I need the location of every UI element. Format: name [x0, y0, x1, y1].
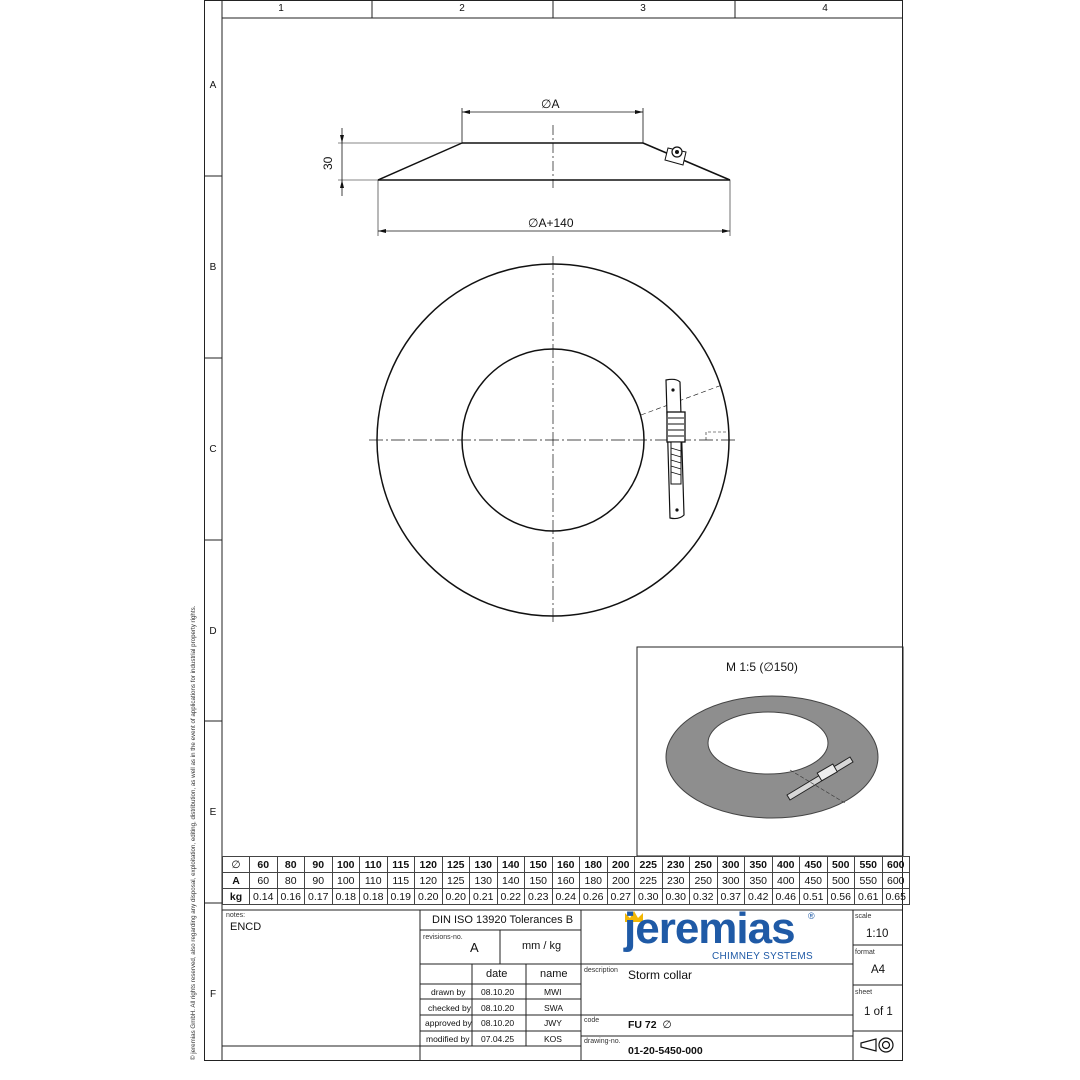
table-cell: 0.27: [607, 889, 635, 905]
table-cell: 0.42: [745, 889, 773, 905]
table-cell: 100: [332, 857, 360, 873]
table-cell: 125: [442, 873, 470, 889]
notes-label: notes:: [226, 912, 246, 919]
table-cell: 250: [690, 857, 718, 873]
table-cell: 250: [690, 873, 718, 889]
col-name: name: [540, 968, 568, 980]
table-cell: 200: [607, 873, 635, 889]
dim-height-label: 30: [321, 156, 335, 170]
diameter-symbol: ∅: [662, 1019, 672, 1031]
table-cell: 115: [387, 873, 415, 889]
zone-row-d: D: [209, 626, 217, 637]
notes-value: ENCD: [230, 921, 262, 933]
zone-row-a: A: [209, 80, 217, 91]
table-cell: 0.30: [635, 889, 663, 905]
table-cell: 0.51: [800, 889, 828, 905]
table-cell: 350: [745, 857, 773, 873]
table-cell: 225: [635, 857, 663, 873]
drawing-no-label: drawing-no.: [584, 1038, 621, 1045]
table-cell: 150: [525, 873, 553, 889]
table-cell: 120: [415, 857, 443, 873]
zone-col-4: 4: [822, 3, 828, 14]
table-cell: 600: [882, 857, 910, 873]
table-cell: 300: [717, 873, 745, 889]
zone-row-e: E: [209, 807, 217, 818]
table-cell: 500: [827, 857, 855, 873]
table-cell: 450: [800, 857, 828, 873]
row-label-kg: kg: [223, 889, 250, 905]
zone-col-1: 1: [278, 3, 284, 14]
history-date: 07.04.25: [481, 1034, 515, 1044]
table-cell: 0.20: [415, 889, 443, 905]
units-value: mm / kg: [522, 940, 562, 952]
col-date: date: [486, 968, 508, 980]
table-cell: 150: [525, 857, 553, 873]
table-cell: 0.19: [387, 889, 415, 905]
history-role: modified by: [426, 1034, 470, 1044]
detail-scale: M 1:5 (: [726, 660, 764, 674]
code-value: [628, 1019, 672, 1031]
revisions-label: revisions-no.: [423, 934, 463, 941]
code-label: code: [584, 1017, 600, 1024]
table-cell: 0.32: [690, 889, 718, 905]
table-cell: 300: [717, 857, 745, 873]
dim-a-value: A: [551, 97, 560, 111]
table-cell: 0.14: [250, 889, 278, 905]
table-cell: 0.18: [360, 889, 388, 905]
table-cell: 90: [305, 857, 333, 873]
table-cell: 200: [607, 857, 635, 873]
history-role: drawn by: [431, 987, 466, 997]
format-label: format: [855, 949, 875, 956]
description-value: Storm collar: [628, 968, 693, 982]
history-role: checked by: [428, 1003, 471, 1013]
table-cell: 0.16: [277, 889, 305, 905]
table-cell: 550: [855, 857, 883, 873]
table-cell: 400: [772, 857, 800, 873]
drawing-no-value: 01-20-5450-000: [628, 1045, 703, 1057]
table-cell: 60: [250, 873, 278, 889]
table-cell: 0.20: [442, 889, 470, 905]
table-cell: 0.18: [332, 889, 360, 905]
history-date: 08.10.20: [481, 987, 515, 997]
table-cell: 500: [827, 873, 855, 889]
history-date: 08.10.20: [481, 1003, 515, 1013]
code-text: FU 72: [628, 1019, 657, 1031]
table-cell: 80: [277, 873, 305, 889]
table-cell: 120: [415, 873, 443, 889]
table-cell: 0.23: [525, 889, 553, 905]
copyright-notice: © jeremias GmbH. All rights reserved, also regarding any disposal, exploitation, editing, distribution, as well as in the event of applications for industrial property rights.: [190, 605, 197, 1060]
table-cell: 0.17: [305, 889, 333, 905]
table-cell: 0.24: [552, 889, 580, 905]
table-cell: 400: [772, 873, 800, 889]
table-cell: 0.37: [717, 889, 745, 905]
table-cell: 110: [360, 857, 388, 873]
table-cell: 600: [882, 873, 910, 889]
table-cell: 130: [470, 873, 498, 889]
table-cell: 0.61: [855, 889, 883, 905]
table-cell: 0.21: [470, 889, 498, 905]
history-role: approved by: [425, 1018, 472, 1028]
format-value: A4: [871, 964, 886, 976]
diameter-symbol: ∅: [763, 660, 774, 674]
table-cell: 160: [552, 857, 580, 873]
company-subtitle: CHIMNEY SYSTEMS: [712, 951, 813, 962]
zone-row-b: B: [209, 262, 217, 273]
company-logo: jeremias: [624, 904, 795, 953]
table-cell: 0.56: [827, 889, 855, 905]
sheet-value: 1 of 1: [864, 1006, 893, 1018]
table-cell: 0.26: [580, 889, 608, 905]
history-name: MWI: [544, 987, 562, 997]
scale-label: scale: [855, 913, 872, 920]
table-cell: 125: [442, 857, 470, 873]
table-cell: 115: [387, 857, 415, 873]
table-cell: 225: [635, 873, 663, 889]
scale-value: 1:10: [866, 928, 889, 940]
table-cell: 140: [497, 873, 525, 889]
table-cell: 550: [855, 873, 883, 889]
history-name: JWY: [544, 1018, 562, 1028]
zone-col-2: 2: [459, 3, 465, 14]
dim-outer-value: A+140: [538, 216, 574, 230]
history-date: 08.10.20: [481, 1018, 515, 1028]
table-cell: 0.30: [662, 889, 690, 905]
description-label: description: [584, 967, 618, 974]
table-cell: 130: [470, 857, 498, 873]
table-cell: 450: [800, 873, 828, 889]
projection-symbol-icon: [861, 1038, 893, 1052]
detail-diameter: 150): [773, 660, 798, 674]
tolerances: DIN ISO 13920 Tolerances B: [432, 914, 574, 926]
table-cell: 160: [552, 873, 580, 889]
zone-col-3: 3: [640, 3, 646, 14]
table-cell: 140: [497, 857, 525, 873]
history-name: KOS: [544, 1034, 562, 1044]
table-cell: 80: [277, 857, 305, 873]
history-name: SWA: [544, 1003, 564, 1013]
table-cell: 230: [662, 873, 690, 889]
row-label-diameter: ∅: [223, 857, 250, 873]
table-cell: 60: [250, 857, 278, 873]
registered-mark: ®: [808, 911, 815, 921]
revision-value: A: [470, 940, 479, 955]
table-cell: 90: [305, 873, 333, 889]
table-cell: 0.46: [772, 889, 800, 905]
table-cell: 180: [580, 873, 608, 889]
diameter-symbol: ∅: [528, 216, 539, 230]
sheet-label: sheet: [855, 989, 873, 996]
zone-row-f: F: [209, 989, 217, 1000]
table-cell: 110: [360, 873, 388, 889]
table-cell: 230: [662, 857, 690, 873]
table-cell: 0.65: [882, 889, 910, 905]
diameter-symbol: ∅: [541, 97, 552, 111]
row-label-a: A: [223, 873, 250, 889]
table-cell: 180: [580, 857, 608, 873]
table-cell: 350: [745, 873, 773, 889]
table-cell: 0.22: [497, 889, 525, 905]
table-cell: 100: [332, 873, 360, 889]
zone-row-c: C: [209, 444, 217, 455]
